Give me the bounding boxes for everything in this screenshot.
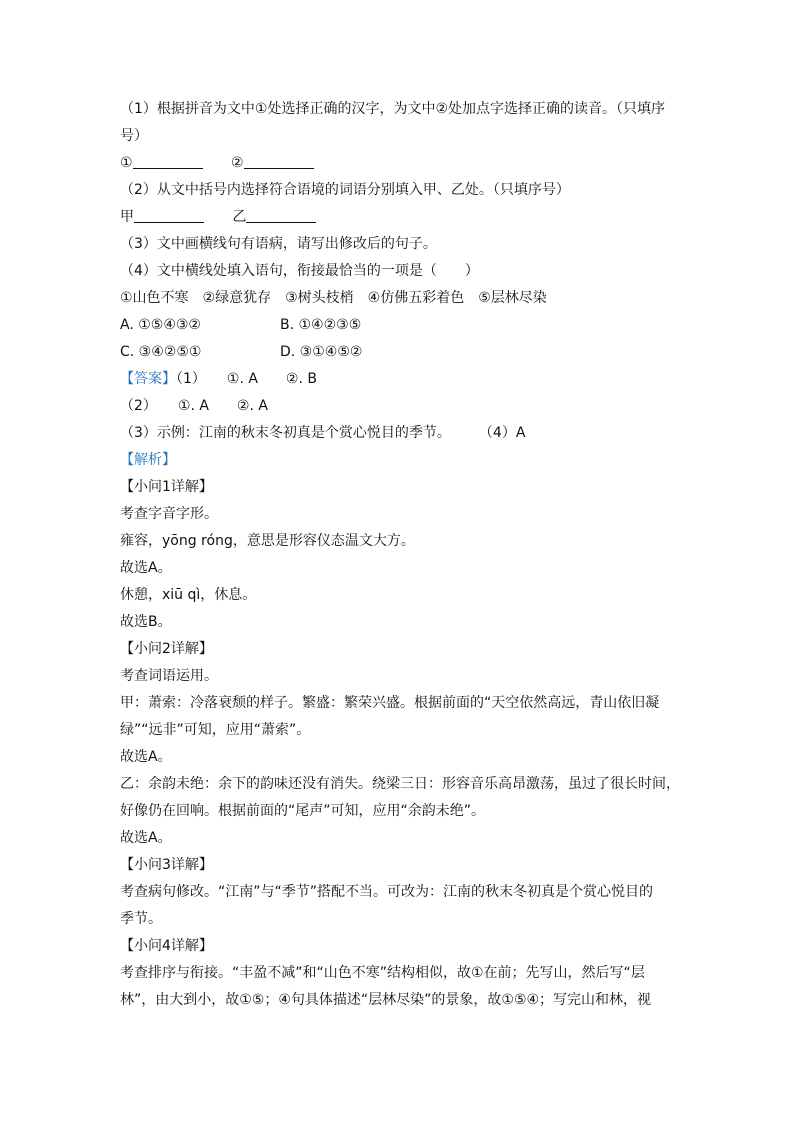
q2-blanks <box>120 204 676 231</box>
answer-q4: （4）A <box>478 425 526 441</box>
question-content <box>120 96 680 1014</box>
q2-stem: （2）从文中括号内选择符合语境的词语分别填入甲、乙处。（只填序号） <box>120 182 570 198</box>
q2-blank2-label: 乙 <box>232 209 247 225</box>
analysis-line: 【小问3详解】 <box>120 857 213 873</box>
analysis-line: 故选A。 <box>120 830 172 846</box>
analysis-line: 季节。 <box>120 911 162 927</box>
analysis-line: 【小问1详解】 <box>120 479 213 495</box>
q1-blanks <box>120 150 676 177</box>
analysis-line: 【小问4详解】 <box>120 938 213 954</box>
q1-blank1[interactable] <box>133 153 203 169</box>
analysis-line: 故选A。 <box>120 560 172 576</box>
analysis-line: 甲：萧索：冷落衰颓的样子。繁盛：繁荣兴盛。根据前面的“天空依然高远，青山依旧凝 <box>120 695 660 711</box>
analysis-line: 考查病句修改。“江南”与“季节”搭配不当。可改为：江南的秋末冬初真是个赏心悦目的 <box>120 884 654 900</box>
q1-stem: （1）根据拼音为文中①处选择正确的汉字，为文中②处加点字选择正确的读音。（只填序号） <box>120 101 666 144</box>
q4-stem: （4）文中横线处填入语句，衔接最恰当的一项是（ ） <box>120 263 479 279</box>
q4-items: ①山色不寒 ②绿意犹存 ③树头枝梢 ④仿佛五彩着色 ⑤层林尽染 <box>120 290 547 306</box>
analysis-line: 【小问2详解】 <box>120 641 213 657</box>
q2-blank2[interactable] <box>246 207 316 223</box>
option-c: C. ③④②⑤① <box>120 344 202 360</box>
analysis-tag: 【解析】 <box>120 452 176 468</box>
q2-blank1-label: 甲 <box>120 209 134 225</box>
option-d: D. ③①④⑤② <box>280 344 363 360</box>
analysis-line: 故选B。 <box>120 614 172 630</box>
answer-tag: 【答案】 <box>120 371 176 387</box>
analysis-line: 考查词语运用。 <box>120 668 218 684</box>
analysis-line: 绿”“远非”可知，应用“萧索”。 <box>120 722 311 738</box>
answer-q2: （2） ①. A ②. A <box>120 398 268 414</box>
answer-q1: （1） ①. A ②. B <box>176 371 317 387</box>
answer-line1 <box>120 366 676 393</box>
q3-stem: （3）文中画横线句有语病，请写出修改后的句子。 <box>120 236 437 252</box>
analysis-line: 考查排序与衔接。“丰盈不减”和“山色不寒”结构相似，故①在前；先写山，然后写“层 <box>120 965 645 981</box>
q2-blank1[interactable] <box>134 207 204 223</box>
answer-line3 <box>120 420 676 447</box>
option-a: A. ①⑤④③② <box>120 317 201 333</box>
analysis-line: 林”，由大到小，故①⑤；④句具体描述“层林尽染”的景象，故①⑤④；写完山和林，视 <box>120 992 652 1008</box>
analysis-line: 休憩，xiū qì，休息。 <box>120 587 257 603</box>
analysis-line: 好像仍在回响。根据前面的“尾声”可知，应用“余韵未绝”。 <box>120 803 486 819</box>
q4-options-row2 <box>120 339 676 366</box>
q1-blank2[interactable] <box>244 153 314 169</box>
q1-blank1-label: ① <box>120 155 133 171</box>
q4-options-row1 <box>120 312 676 339</box>
analysis-line: 雍容，yōng róng，意思是形容仪态温文大方。 <box>120 533 415 549</box>
answer-q3: （3）示例：江南的秋末冬初真是个赏心悦目的季节。 <box>120 425 451 441</box>
analysis-line: 故选A。 <box>120 749 172 765</box>
analysis-line: 考查字音字形。 <box>120 506 218 522</box>
option-b: B. ①④②③⑤ <box>280 317 362 333</box>
analysis-line: 乙：余韵未绝：余下的韵味还没有消失。绕梁三日：形容音乐高昂激荡，虽过了很长时间， <box>120 776 680 792</box>
q1-blank2-label: ② <box>231 155 244 171</box>
